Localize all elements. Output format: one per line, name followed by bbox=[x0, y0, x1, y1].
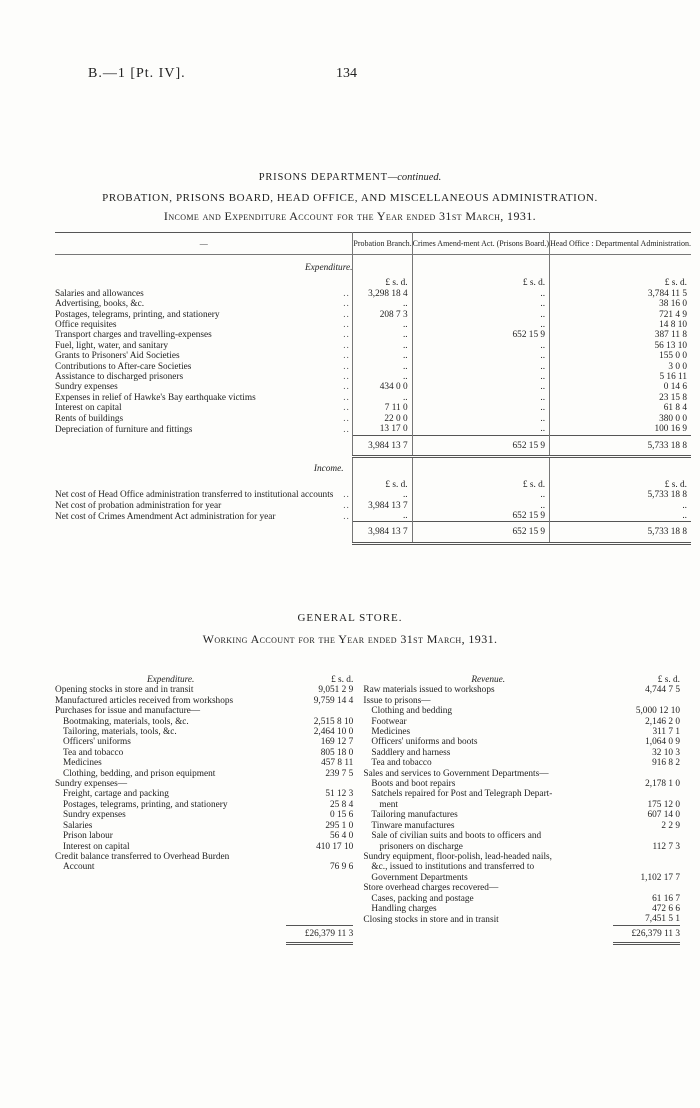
exp-amount: 51 12 3 bbox=[325, 789, 354, 800]
leader-dots: .. bbox=[343, 320, 350, 331]
income-total-crimes: 652 15 9 bbox=[412, 522, 549, 543]
exp-item: Tea and tobacco bbox=[63, 747, 124, 758]
exp-amount: 2,464 10 0 bbox=[313, 727, 354, 738]
table-row bbox=[55, 758, 680, 768]
row-label: Depreciation of furniture and fittings bbox=[55, 424, 193, 435]
leader-dots: .. bbox=[343, 340, 350, 351]
table-row bbox=[55, 727, 680, 737]
rev-item: Sale of civilian suits and boots to officers and bbox=[371, 831, 542, 842]
exp-amount bbox=[286, 883, 353, 893]
cell-head: 23 15 8 bbox=[550, 393, 691, 403]
rev-item: Tea and tobacco bbox=[371, 758, 432, 769]
page-number: 134 bbox=[336, 66, 357, 81]
cell-head: 155 0 0 bbox=[550, 351, 691, 361]
cell-head: 380 0 0 bbox=[550, 414, 691, 424]
table-row bbox=[55, 873, 680, 883]
row-label: Net cost of probation administration for year bbox=[55, 500, 222, 511]
exp-item bbox=[55, 914, 286, 925]
exp-amount: 9,759 14 4 bbox=[313, 695, 354, 706]
units: £ s. d. bbox=[550, 276, 691, 288]
rev-item: Government Departments bbox=[371, 872, 468, 883]
cell-probation: 3,298 18 4 bbox=[353, 289, 412, 299]
cell-crimes: .. bbox=[412, 289, 549, 299]
cell-probation: .. bbox=[353, 341, 412, 351]
exp-item: Purchases for issue and manufacture— bbox=[55, 706, 201, 717]
leader-dots: .. bbox=[343, 299, 350, 310]
account-title: Income and Expenditure Account for the Year ended 31st March, 1931. bbox=[163, 209, 537, 223]
table-row bbox=[55, 372, 691, 382]
cell-head: .. bbox=[550, 501, 691, 511]
cell-probation: .. bbox=[353, 393, 412, 403]
exp-amount: 25 8 4 bbox=[330, 799, 354, 810]
cell-probation: .. bbox=[353, 362, 412, 372]
rev-amount bbox=[613, 831, 680, 841]
rev-item: Raw materials issued to workshops bbox=[363, 685, 495, 696]
cell-crimes: .. bbox=[412, 351, 549, 361]
row-label: Grants to Prisoners' Aid Societies bbox=[55, 351, 180, 362]
cell-probation: .. bbox=[353, 330, 412, 340]
rev-item: Handling charges bbox=[371, 903, 437, 914]
leader-dots: .. bbox=[343, 288, 350, 299]
exp-amount: 76 9 6 bbox=[330, 862, 354, 873]
table-row bbox=[55, 789, 680, 799]
rev-amount bbox=[613, 862, 680, 872]
store-table bbox=[55, 675, 680, 945]
leader-dots: .. bbox=[343, 413, 350, 424]
cell-probation: .. bbox=[353, 299, 412, 309]
table-row bbox=[55, 685, 680, 695]
table-row bbox=[55, 862, 680, 872]
exp-amount: 239 7 5 bbox=[325, 768, 354, 779]
table-row bbox=[55, 320, 691, 330]
rev-item: Boots and boot repairs bbox=[371, 779, 456, 790]
table-row bbox=[55, 748, 680, 758]
exp-amount bbox=[286, 706, 353, 716]
row-label: Assistance to discharged prisoners bbox=[55, 372, 184, 383]
row-label: Interest on capital bbox=[55, 403, 122, 414]
exp-item: Sundry expenses— bbox=[55, 779, 128, 790]
exp-item: Freight, cartage and packing bbox=[63, 789, 169, 800]
table-row bbox=[55, 883, 680, 893]
rev-amount: 1,064 0 9 bbox=[645, 737, 680, 748]
cell-probation: .. bbox=[353, 372, 412, 382]
section-subtitle: PROBATION, PRISONS BOARD, HEAD OFFICE, AND MISCELLANEOUS ADMINISTRATION. bbox=[102, 192, 598, 204]
exp-item: Bootmaking, materials, tools, &c. bbox=[63, 716, 189, 727]
cell-head: 56 13 10 bbox=[550, 341, 691, 351]
rev-amount: 607 14 0 bbox=[647, 810, 680, 821]
rev-item: Cases, packing and postage bbox=[371, 893, 474, 904]
cell-crimes: 652 15 9 bbox=[412, 511, 549, 522]
row-label: Postages, telegrams, printing, and stationery bbox=[55, 309, 220, 320]
rev-amount: 311 7 1 bbox=[652, 727, 680, 738]
units: £ s. d. bbox=[353, 478, 412, 490]
cell-head: 3 0 0 bbox=[550, 362, 691, 372]
rev-amount: 472 6 6 bbox=[652, 903, 680, 914]
store-account-title: Working Account for the Year ended 31st March, 1931. bbox=[202, 632, 498, 646]
rev-amount bbox=[613, 696, 680, 706]
cell-head: 0 14 6 bbox=[550, 382, 691, 392]
rev-amount: 916 8 2 bbox=[652, 758, 680, 769]
exp-amount: 2,515 8 10 bbox=[313, 716, 354, 727]
exp-amount: 0 15 6 bbox=[330, 810, 354, 821]
table-row bbox=[55, 414, 691, 424]
leader-dots: .. bbox=[343, 490, 350, 501]
rev-amount: 4,744 7 5 bbox=[645, 685, 680, 696]
income-total-head: 5,733 18 8 bbox=[550, 522, 691, 543]
rev-item: Medicines bbox=[371, 727, 411, 738]
exp-item: Credit balance transferred to Overhead Burden bbox=[55, 851, 230, 862]
exp-amount: 805 18 0 bbox=[320, 747, 354, 758]
rev-amount: 61 16 7 bbox=[652, 893, 680, 904]
table-row bbox=[55, 362, 691, 372]
cell-crimes: .. bbox=[412, 490, 549, 500]
cell-crimes: .. bbox=[412, 372, 549, 382]
leader-dots: .. bbox=[343, 351, 350, 362]
rev-item: Footwear bbox=[371, 716, 407, 727]
exp-amount bbox=[286, 779, 353, 789]
table-row bbox=[55, 800, 680, 810]
col-probation: Probation Branch. bbox=[353, 233, 412, 255]
table-row bbox=[55, 852, 680, 862]
rev-item: Officers' uniforms and boots bbox=[371, 737, 478, 748]
exp-item bbox=[55, 873, 286, 883]
table-row bbox=[55, 831, 680, 841]
cell-crimes: .. bbox=[412, 403, 549, 413]
rev-amount: 112 7 3 bbox=[652, 841, 680, 852]
cell-head: 5 16 11 bbox=[550, 372, 691, 382]
table-row bbox=[55, 382, 691, 392]
section-title: PRISONS DEPARTMENT—continued. bbox=[258, 172, 442, 183]
exp-amount: 56 4 0 bbox=[330, 831, 354, 842]
cell-head: 387 11 8 bbox=[550, 330, 691, 340]
table-row bbox=[55, 403, 691, 413]
exp-item: Postages, telegrams, printing, and stationery bbox=[63, 799, 228, 810]
exp-amount: 457 8 11 bbox=[321, 758, 354, 769]
table-row bbox=[55, 511, 691, 522]
table-row bbox=[55, 490, 691, 500]
leader-dots: .. bbox=[343, 382, 350, 393]
table-row bbox=[55, 779, 680, 789]
cell-crimes: .. bbox=[412, 393, 549, 403]
col-crimes: Crimes Amend-ment Act. (Prisons Board.) bbox=[412, 233, 549, 255]
cell-crimes: .. bbox=[412, 362, 549, 372]
leader-dots: .. bbox=[343, 424, 350, 435]
rev-item: Saddlery and harness bbox=[371, 747, 451, 758]
table-row bbox=[55, 717, 680, 727]
table-row bbox=[55, 842, 680, 852]
cell-head: 14 8 10 bbox=[550, 320, 691, 330]
rev-amount: 2 2 9 bbox=[661, 820, 680, 831]
units: £ s. d. bbox=[657, 675, 680, 685]
exp-amount bbox=[286, 852, 353, 862]
store-exp-label: Expenditure. bbox=[146, 675, 195, 685]
table-row bbox=[55, 904, 680, 914]
exp-item bbox=[55, 904, 286, 914]
row-label: Salaries and allowances bbox=[55, 288, 144, 299]
cell-probation: .. bbox=[353, 351, 412, 361]
exp-item: Medicines bbox=[63, 758, 102, 769]
rev-item: Satchels repaired for Post and Telegraph Depart- bbox=[371, 789, 553, 800]
store-exp-total: £26,379 11 3 bbox=[286, 925, 353, 943]
rev-item: Closing stocks in store and in transit bbox=[363, 914, 499, 925]
store-title: GENERAL STORE. bbox=[297, 612, 403, 624]
exp-amount bbox=[286, 873, 353, 883]
rev-item: Store overhead charges recovered— bbox=[363, 883, 499, 894]
rev-amount bbox=[613, 883, 680, 893]
exp-item: Tailoring, materials, tools, &c. bbox=[63, 727, 177, 738]
table-row bbox=[55, 737, 680, 747]
cell-head: 61 8 4 bbox=[550, 403, 691, 413]
rev-amount: 2,146 2 0 bbox=[645, 716, 680, 727]
row-label: Net cost of Head Office administration transferred to institutional accounts bbox=[55, 490, 334, 501]
rev-amount: 32 10 3 bbox=[652, 747, 680, 758]
cell-head: 5,733 18 8 bbox=[550, 490, 691, 500]
rev-item: Tailoring manufactures bbox=[371, 810, 458, 821]
row-label: Office requisites bbox=[55, 320, 117, 331]
rev-item: &c., issued to institutions and transferred to bbox=[371, 862, 535, 873]
table-row bbox=[55, 299, 691, 309]
total-crimes: 652 15 9 bbox=[412, 435, 549, 456]
rev-amount bbox=[613, 852, 680, 862]
exp-item: Account bbox=[63, 862, 95, 873]
table-row bbox=[55, 821, 680, 831]
store-rev-total: £26,379 11 3 bbox=[613, 925, 680, 943]
cell-probation: .. bbox=[353, 320, 412, 330]
cell-probation: .. bbox=[353, 511, 412, 522]
cell-crimes: .. bbox=[412, 382, 549, 392]
units: £ s. d. bbox=[331, 675, 354, 685]
cell-head: .. bbox=[550, 511, 691, 522]
units: £ s. d. bbox=[412, 276, 549, 288]
cell-probation: 3,984 13 7 bbox=[353, 501, 412, 511]
income-label: Income. bbox=[313, 464, 344, 475]
table-header bbox=[55, 233, 691, 255]
rev-amount: 5,000 12 10 bbox=[635, 706, 680, 717]
exp-item: Manufactured articles received from workshops bbox=[55, 695, 234, 706]
cell-head: 3,784 11 5 bbox=[550, 289, 691, 299]
row-label: Net cost of Crimes Amendment Act administration for year bbox=[55, 511, 276, 522]
cell-head: 721 4 9 bbox=[550, 310, 691, 320]
cell-head: 38 16 0 bbox=[550, 299, 691, 309]
cell-probation: 22 0 0 bbox=[353, 414, 412, 424]
exp-item bbox=[55, 883, 286, 893]
probation-table bbox=[55, 232, 691, 545]
exp-item: Clothing, bedding, and prison equipment bbox=[63, 768, 216, 779]
expenditure-label: Expenditure. bbox=[305, 263, 353, 273]
table-row bbox=[55, 351, 691, 361]
cell-crimes: .. bbox=[412, 310, 549, 320]
cell-crimes: .. bbox=[412, 501, 549, 511]
row-label: Sundry expenses bbox=[55, 382, 118, 393]
table-row bbox=[55, 289, 691, 299]
leader-dots: .. bbox=[343, 361, 350, 372]
rev-item: ment bbox=[379, 799, 399, 810]
cell-crimes: 652 15 9 bbox=[412, 330, 549, 340]
table-row bbox=[55, 393, 691, 403]
exp-item: Opening stocks in store and in transit bbox=[55, 685, 194, 696]
exp-amount: 169 12 7 bbox=[320, 737, 354, 748]
exp-item: Prison labour bbox=[63, 831, 113, 842]
units: £ s. d. bbox=[412, 478, 549, 490]
income-total-probation: 3,984 13 7 bbox=[353, 522, 412, 543]
units: £ s. d. bbox=[353, 276, 412, 288]
exp-item bbox=[55, 894, 286, 904]
rev-item: prisoners on discharge bbox=[379, 841, 463, 852]
leader-dots: .. bbox=[343, 372, 350, 383]
rev-item: Clothing and bedding bbox=[371, 706, 452, 717]
exp-item: Salaries bbox=[63, 820, 93, 831]
rev-item: Issue to prisons— bbox=[363, 695, 431, 706]
blank-header: — bbox=[199, 239, 208, 248]
cell-head: 100 16 9 bbox=[550, 424, 691, 435]
cell-crimes: .. bbox=[412, 341, 549, 351]
col-head-office: Head Office : Departmental Administration. bbox=[550, 233, 691, 255]
row-label: Contributions to After-care Societies bbox=[55, 361, 192, 372]
cell-probation: 13 17 0 bbox=[353, 424, 412, 435]
exp-item: Interest on capital bbox=[63, 841, 130, 852]
leader-dots: .. bbox=[343, 511, 350, 522]
rev-item: Tinware manufactures bbox=[371, 820, 455, 831]
leader-dots: .. bbox=[343, 309, 350, 320]
exp-amount bbox=[286, 904, 353, 914]
exp-amount bbox=[286, 894, 353, 904]
running-header: B.—1 [Pt. IV]. bbox=[88, 66, 186, 81]
table-row bbox=[55, 310, 691, 320]
cell-crimes: .. bbox=[412, 424, 549, 435]
units: £ s. d. bbox=[550, 478, 691, 490]
cell-probation: .. bbox=[353, 490, 412, 500]
leader-dots: .. bbox=[343, 330, 350, 341]
rev-item: Sundry equipment, floor-polish, lead-headed nails, bbox=[363, 851, 552, 862]
cell-crimes: .. bbox=[412, 414, 549, 424]
exp-item: Officers' uniforms bbox=[63, 737, 131, 748]
table-row bbox=[55, 330, 691, 340]
cell-crimes: .. bbox=[412, 299, 549, 309]
total-probation: 3,984 13 7 bbox=[353, 435, 412, 456]
rev-item: Sales and services to Government Departments— bbox=[363, 768, 549, 779]
exp-amount: 9,051 2 9 bbox=[318, 685, 354, 696]
total-head: 5,733 18 8 bbox=[550, 435, 691, 456]
store-rev-label: Revenue. bbox=[471, 675, 506, 685]
leader-dots: .. bbox=[343, 500, 350, 511]
rev-amount bbox=[613, 769, 680, 779]
exp-amount bbox=[286, 914, 353, 925]
rev-amount: 7,451 5 1 bbox=[645, 914, 680, 925]
row-label: Advertising, books, &c. bbox=[55, 299, 145, 310]
table-row bbox=[55, 424, 691, 435]
row-label: Rents of buildings bbox=[55, 413, 124, 424]
exp-item: Sundry expenses bbox=[63, 810, 126, 821]
table-row bbox=[55, 914, 680, 925]
cell-crimes: .. bbox=[412, 320, 549, 330]
table-row bbox=[55, 810, 680, 820]
rev-amount: 175 12 0 bbox=[647, 799, 680, 810]
table-row bbox=[55, 894, 680, 904]
row-label: Transport charges and travelling-expenses bbox=[55, 330, 212, 341]
leader-dots: .. bbox=[343, 403, 350, 414]
table-row bbox=[55, 696, 680, 706]
rev-amount: 2,178 1 0 bbox=[645, 779, 680, 790]
cell-probation: 208 7 3 bbox=[353, 310, 412, 320]
table-row bbox=[55, 501, 691, 511]
rev-amount bbox=[613, 789, 680, 799]
leader-dots: .. bbox=[343, 392, 350, 403]
row-label: Fuel, light, water, and sanitary bbox=[55, 340, 168, 351]
table-row bbox=[55, 341, 691, 351]
table-row bbox=[55, 706, 680, 716]
cell-probation: 434 0 0 bbox=[353, 382, 412, 392]
exp-amount: 410 17 10 bbox=[316, 841, 354, 852]
cell-probation: 7 11 0 bbox=[353, 403, 412, 413]
row-label: Expenses in relief of Hawke's Bay earthquake victims bbox=[55, 392, 256, 403]
table-row bbox=[55, 769, 680, 779]
exp-amount: 295 1 0 bbox=[325, 820, 354, 831]
rev-amount: 1,102 17 7 bbox=[640, 872, 680, 883]
